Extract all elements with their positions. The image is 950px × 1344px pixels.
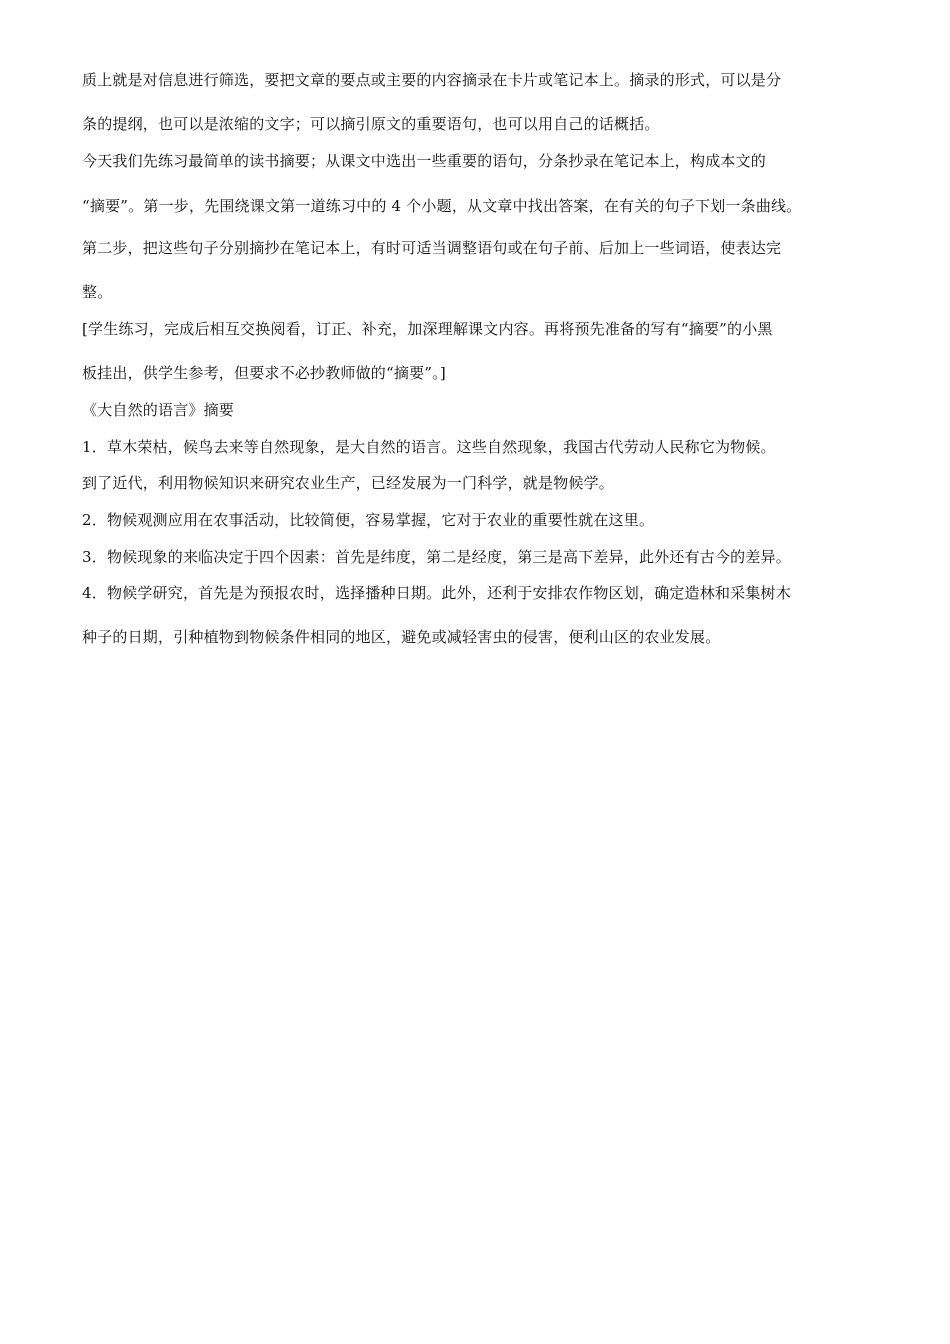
summary-item-4-continued: 种子的日期，引种植物到物候条件相同的地区，避免或减轻害虫的侵害，便利山区的农业发展。 [82,628,721,646]
paragraph-line: 质上就是对信息进行筛选，要把文章的要点或主要的内容摘录在卡片或笔记本上。摘录的形式，可以是分 [82,71,782,89]
paragraph-line: 第二步，把这些句子分别摘抄在笔记本上，有时可适当调整语句或在句子前、后加上一些词语，使表达完 [82,239,782,257]
paragraph-line: [学生练习，完成后相互交换阅看，订正、补充，加深理解课文内容。再将预先准备的写有“摘要”的小黑 [82,320,773,338]
paragraph-line: 条的提纲，也可以是浓缩的文字；可以摘引原文的重要语句，也可以用自己的话概括。 [82,115,660,133]
paragraph-line: 今天我们先练习最简单的读书摘要；从课文中选出一些重要的语句，分条抄录在笔记本上，构成本文的 [82,152,767,170]
paragraph-line: 板挂出，供学生参考，但要求不必抄教师做的“摘要”。] [82,364,446,382]
summary-item-3: 3．物候现象的来临决定于四个因素：首先是纬度，第二是经度，第三是高下差异，此外还有古今的差异。 [82,548,791,566]
summary-item-1: 1．草木荣枯，候鸟去来等自然现象，是大自然的语言。这些自然现象，我国古代劳动人民称它为物候。 [82,438,776,456]
summary-item-2: 2．物候观测应用在农事活动，比较简便，容易掌握，它对于农业的重要性就在这里。 [82,511,655,529]
section-title: 《大自然的语言》摘要 [82,401,235,419]
summary-item-1-continued: 到了近代，利用物候知识来研究农业生产，已经发展为一门科学，就是物候学。 [82,474,615,492]
summary-item-4: 4．物候学研究，首先是为预报农时，选择播种日期。此外，还利于安排农作物区划，确定造林和采集树木 [82,584,791,602]
paragraph-line: 整。 [82,283,113,301]
paragraph-line: “摘要”。第一步，先围绕课文第一道练习中的 4 个小题，从文章中找出答案，在有关的句子下划一条曲线。 [82,197,802,215]
